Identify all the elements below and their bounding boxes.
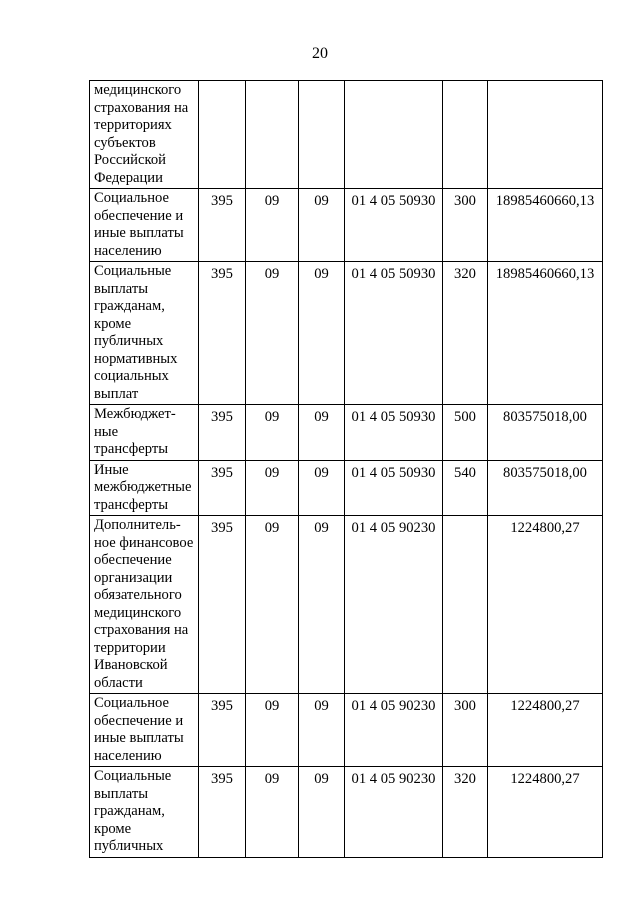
- row-name-line: Федерации: [94, 169, 163, 186]
- row-name-line: выплаты: [94, 280, 149, 297]
- table-row: [90, 694, 603, 767]
- cell-ministry: 395: [199, 262, 246, 405]
- cell-section: 09: [246, 460, 299, 516]
- row-name: [90, 81, 199, 189]
- row-name-line: публичных: [94, 333, 164, 349]
- cell-target: 01 4 05 90230: [345, 516, 443, 694]
- cell-expense-type: 500: [443, 405, 488, 461]
- row-name: [90, 767, 199, 858]
- table-row: [90, 516, 603, 694]
- cell-section: 09: [246, 262, 299, 405]
- cell-amount: 803575018,00: [488, 405, 603, 461]
- cell-section: 09: [246, 694, 299, 767]
- row-name-line: выплат: [94, 385, 139, 402]
- cell-ministry: [199, 81, 246, 189]
- cell-section: [246, 81, 299, 189]
- page-number: 20: [312, 45, 328, 62]
- cell-expense-type: 320: [443, 767, 488, 858]
- cell-amount: 1224800,27: [488, 516, 603, 694]
- cell-expense-type: [443, 516, 488, 694]
- row-name-line: населению: [94, 242, 162, 259]
- row-name-line: Межбюджет-: [94, 406, 176, 422]
- row-name-line: обеспечение и: [94, 207, 184, 224]
- cell-target: 01 4 05 50930: [345, 262, 443, 405]
- table-row: [90, 81, 603, 189]
- cell-subsection: 09: [299, 405, 345, 461]
- row-name-line: нормативных: [94, 350, 178, 367]
- cell-expense-type: 540: [443, 460, 488, 516]
- cell-section: 09: [246, 189, 299, 262]
- row-name-line: страхования на: [94, 99, 189, 116]
- cell-target: 01 4 05 90230: [345, 767, 443, 858]
- cell-ministry: 395: [199, 516, 246, 694]
- cell-target: 01 4 05 50930: [345, 189, 443, 262]
- row-name: [90, 262, 199, 405]
- cell-ministry: 395: [199, 189, 246, 262]
- cell-amount: 803575018,00: [488, 460, 603, 516]
- row-name-line: ное финансовое: [94, 534, 194, 551]
- cell-expense-type: 300: [443, 189, 488, 262]
- cell-target: 01 4 05 90230: [345, 694, 443, 767]
- row-name-line: гражданам,: [94, 803, 165, 819]
- cell-target: 01 4 05 50930: [345, 405, 443, 461]
- row-name-line: иные выплаты: [94, 730, 184, 746]
- row-name-line: кроме: [94, 315, 132, 332]
- row-name: [90, 694, 199, 767]
- table-row: [90, 262, 603, 405]
- cell-ministry: 395: [199, 460, 246, 516]
- row-name-line: Социальные: [94, 263, 172, 279]
- table-body: [90, 81, 603, 858]
- cell-amount: 18985460660,13: [488, 262, 603, 405]
- cell-section: 09: [246, 405, 299, 461]
- cell-expense-type: [443, 81, 488, 189]
- row-name-line: субъектов: [94, 134, 156, 151]
- row-name-line: обеспечение и: [94, 712, 184, 729]
- cell-ministry: 395: [199, 767, 246, 858]
- row-name-line: Социальное: [94, 190, 169, 206]
- row-name-line: Дополнитель-: [94, 517, 181, 533]
- cell-subsection: 09: [299, 262, 345, 405]
- cell-subsection: 09: [299, 189, 345, 262]
- row-name-line: Ивановской: [94, 657, 168, 673]
- table-row: [90, 767, 603, 858]
- row-name-line: Социальное: [94, 695, 169, 711]
- row-name-line: публичных: [94, 838, 164, 854]
- cell-subsection: 09: [299, 767, 345, 858]
- row-name-line: обеспечение: [94, 552, 172, 568]
- cell-ministry: 395: [199, 405, 246, 461]
- cell-subsection: 09: [299, 460, 345, 516]
- table-row: [90, 405, 603, 461]
- row-name-line: Российской: [94, 152, 166, 168]
- cell-amount: 18985460660,13: [488, 189, 603, 262]
- cell-section: 09: [246, 516, 299, 694]
- budget-table: [89, 80, 603, 858]
- row-name-line: иные выплаты: [94, 225, 184, 241]
- table-row: [90, 189, 603, 262]
- cell-ministry: 395: [199, 694, 246, 767]
- cell-target: 01 4 05 50930: [345, 460, 443, 516]
- row-name-line: медицинского: [94, 82, 182, 98]
- row-name-line: кроме: [94, 820, 132, 837]
- cell-expense-type: 320: [443, 262, 488, 405]
- row-name-line: Социальные: [94, 768, 172, 784]
- row-name-line: социальных: [94, 368, 169, 384]
- row-name-line: организации: [94, 569, 173, 586]
- row-name-line: медицинского: [94, 604, 182, 621]
- cell-subsection: 09: [299, 516, 345, 694]
- row-name-line: территории: [94, 639, 166, 656]
- cell-target: [345, 81, 443, 189]
- row-name-line: Иные: [94, 461, 129, 478]
- row-name-line: трансферты: [94, 496, 169, 513]
- row-name-line: населению: [94, 747, 162, 764]
- row-name-line: страхования на: [94, 622, 189, 638]
- cell-amount: [488, 81, 603, 189]
- row-name: [90, 189, 199, 262]
- cell-amount: 1224800,27: [488, 767, 603, 858]
- row-name-line: обязательного: [94, 587, 182, 603]
- cell-subsection: 09: [299, 694, 345, 767]
- cell-subsection: [299, 81, 345, 189]
- row-name-line: гражданам,: [94, 298, 165, 314]
- cell-expense-type: 300: [443, 694, 488, 767]
- cell-amount: 1224800,27: [488, 694, 603, 767]
- cell-section: 09: [246, 767, 299, 858]
- row-name: [90, 405, 199, 461]
- row-name-line: ные: [94, 423, 119, 440]
- row-name: [90, 516, 199, 694]
- row-name-line: трансферты: [94, 441, 169, 457]
- row-name-line: межбюджетные: [94, 479, 192, 495]
- row-name: [90, 460, 199, 516]
- row-name-line: выплаты: [94, 785, 149, 802]
- row-name-line: области: [94, 674, 143, 691]
- table-row: [90, 460, 603, 516]
- row-name-line: территориях: [94, 117, 172, 133]
